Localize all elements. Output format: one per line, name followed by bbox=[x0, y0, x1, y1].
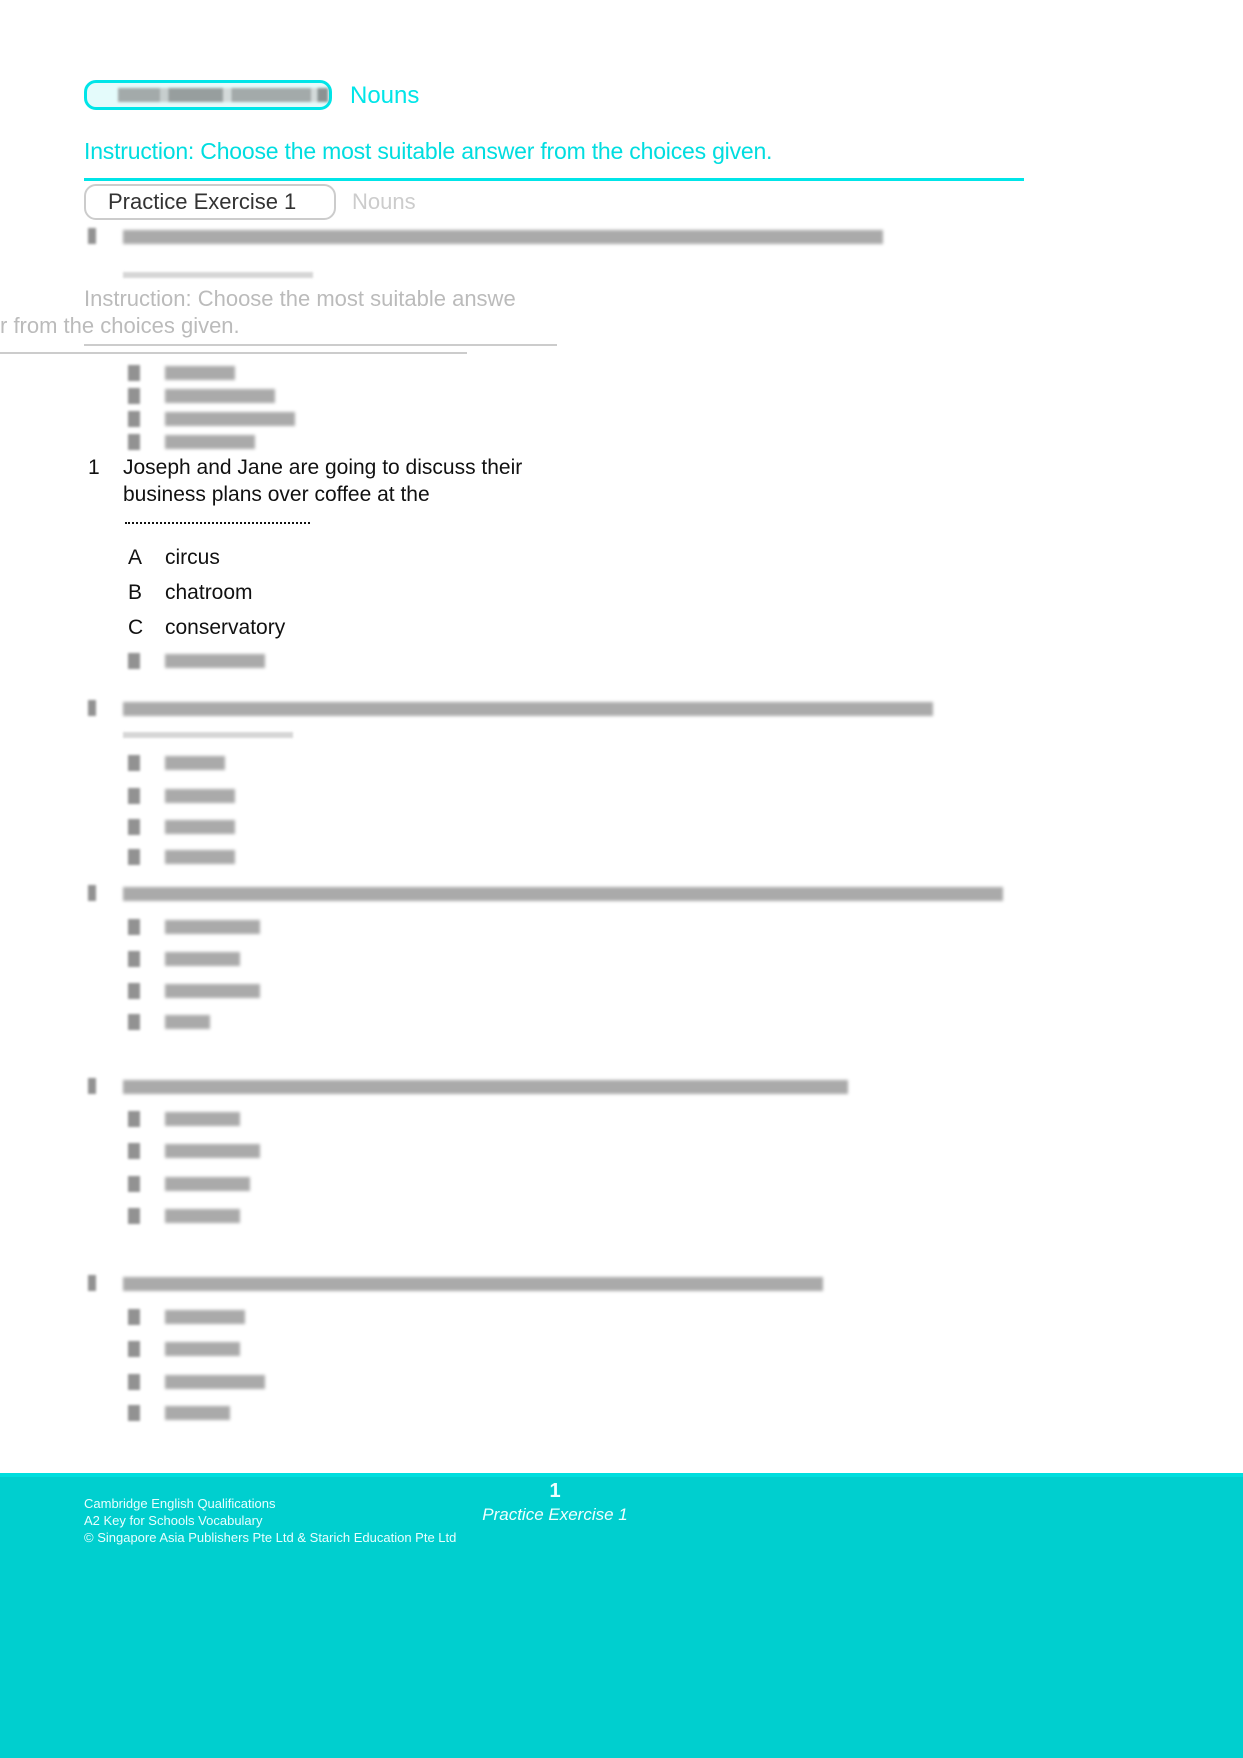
option-text-blurred[interactable] bbox=[165, 820, 235, 834]
overlay-question-text-1: Joseph and Jane are going to discuss their bbox=[123, 456, 523, 479]
option-letter-blurred bbox=[128, 411, 140, 427]
option-text-blurred[interactable] bbox=[165, 920, 260, 934]
option-letter-blurred bbox=[128, 1176, 140, 1192]
overlay-question-number: 1 bbox=[88, 456, 100, 479]
option-text-blurred[interactable] bbox=[165, 1144, 260, 1158]
overlay-question-text-2: business plans over coffee at the bbox=[123, 483, 430, 506]
question-text-blurred bbox=[123, 1277, 823, 1291]
question-number-blurred bbox=[88, 1275, 96, 1291]
option-text-blurred[interactable] bbox=[165, 1177, 250, 1191]
ghost-instruction-1: Instruction: Choose the most suitable answe bbox=[84, 286, 516, 311]
option-text-blurred[interactable] bbox=[165, 1209, 240, 1223]
ghost-rule bbox=[0, 352, 467, 354]
option-text-blurred[interactable] bbox=[165, 1406, 230, 1420]
option-letter-blurred bbox=[128, 819, 140, 835]
footer-section: Practice Exercise 1 bbox=[482, 1505, 628, 1524]
option-letter-blurred bbox=[128, 919, 140, 935]
option-letter-blurred bbox=[128, 1111, 140, 1127]
option-text-blurred[interactable] bbox=[165, 1342, 240, 1356]
option-letter-blurred bbox=[128, 365, 140, 381]
option-letter: C bbox=[128, 616, 144, 639]
option-letter-blurred bbox=[128, 788, 140, 804]
option-text-blurred[interactable] bbox=[165, 654, 265, 668]
option-letter-blurred bbox=[128, 983, 140, 999]
option-text-blurred[interactable] bbox=[165, 850, 235, 864]
question-number-blurred bbox=[88, 700, 96, 716]
option-text[interactable]: chatroom bbox=[165, 581, 253, 604]
answer-blank bbox=[123, 732, 293, 738]
option-text[interactable]: conservatory bbox=[165, 616, 286, 639]
option-letter-blurred bbox=[128, 755, 140, 771]
ghost-badge-label: Practice Exercise 1 bbox=[108, 189, 297, 214]
question-text-blurred bbox=[123, 887, 1003, 901]
option-letter-blurred bbox=[128, 388, 140, 404]
question-text-blurred bbox=[123, 1080, 848, 1094]
ghost-instruction-2: r from the choices given. bbox=[0, 313, 240, 338]
ghost-topic: Nouns bbox=[352, 189, 416, 214]
option-text-blurred[interactable] bbox=[165, 789, 235, 803]
divider bbox=[84, 178, 1024, 181]
option-text-blurred[interactable] bbox=[165, 1310, 245, 1324]
instruction: Instruction: Choose the most suitable answer from the choices given. bbox=[84, 138, 773, 164]
option-letter-blurred bbox=[128, 1309, 140, 1325]
option-letter-blurred bbox=[128, 1405, 140, 1421]
option-letter-blurred bbox=[128, 1374, 140, 1390]
option-text-blurred[interactable] bbox=[165, 366, 235, 380]
question-number-blurred bbox=[88, 228, 96, 244]
answer-blank bbox=[125, 522, 310, 524]
option-letter-blurred bbox=[128, 849, 140, 865]
exercise-badge-label-blurred bbox=[118, 88, 328, 102]
question-text-blurred bbox=[123, 230, 883, 244]
question-text-blurred bbox=[123, 702, 933, 716]
option-text-blurred[interactable] bbox=[165, 412, 295, 426]
option-letter-blurred bbox=[128, 951, 140, 967]
option-letter-blurred bbox=[128, 653, 140, 669]
option-text-blurred[interactable] bbox=[165, 389, 275, 403]
option-text-blurred[interactable] bbox=[165, 952, 240, 966]
option-letter-blurred bbox=[128, 1208, 140, 1224]
footer-line-3: © Singapore Asia Publishers Pte Ltd & Starich Education Pte Ltd bbox=[84, 1530, 457, 1545]
option-letter-blurred bbox=[128, 434, 140, 450]
option-text-blurred[interactable] bbox=[165, 1375, 265, 1389]
option-letter: A bbox=[128, 546, 143, 569]
footer-line-2: A2 Key for Schools Vocabulary bbox=[84, 1513, 263, 1528]
option-letter-blurred bbox=[128, 1014, 140, 1030]
option-text-blurred[interactable] bbox=[165, 1015, 210, 1029]
topic-title: Nouns bbox=[350, 82, 420, 109]
option-letter: B bbox=[128, 581, 143, 604]
question-number-blurred bbox=[88, 885, 96, 901]
option-letter-blurred bbox=[128, 1341, 140, 1357]
question-number-blurred bbox=[88, 1078, 96, 1094]
ghost-rule bbox=[84, 344, 557, 346]
answer-blank bbox=[123, 272, 313, 278]
option-text-blurred[interactable] bbox=[165, 756, 225, 770]
option-text-blurred[interactable] bbox=[165, 984, 260, 998]
option-text[interactable]: circus bbox=[165, 546, 220, 569]
footer-line-1: Cambridge English Qualifications bbox=[84, 1496, 276, 1511]
option-text-blurred[interactable] bbox=[165, 435, 255, 449]
option-letter-blurred bbox=[128, 1143, 140, 1159]
option-text-blurred[interactable] bbox=[165, 1112, 240, 1126]
page-number: 1 bbox=[549, 1480, 561, 1502]
